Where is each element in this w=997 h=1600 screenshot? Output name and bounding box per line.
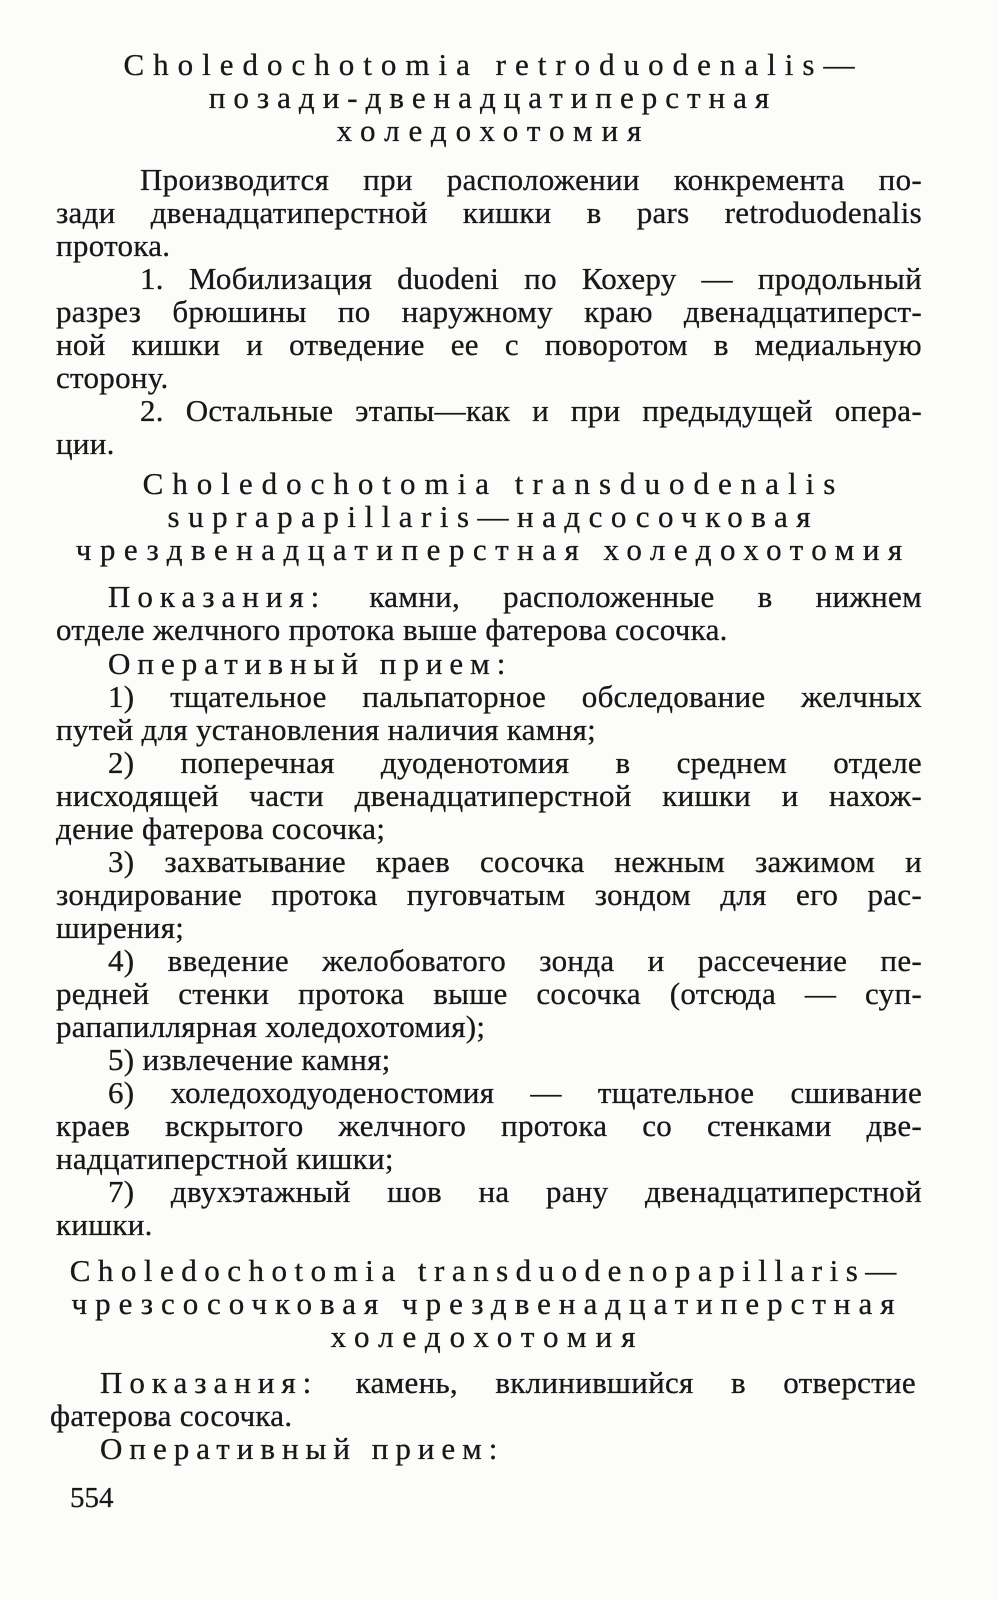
text-line: Производится при расположении конкремента по- xyxy=(140,162,922,197)
step-item xyxy=(56,262,922,394)
step-item xyxy=(56,1076,922,1175)
text-line: 6) холедоходуоденостомия — тщательное сшивание xyxy=(108,1075,922,1110)
heading-line: suprapapillaris—надсосочковая xyxy=(167,499,819,534)
section-heading xyxy=(56,48,922,147)
heading-line: холедохотомия xyxy=(336,113,651,148)
text-line: 3) захватывание краев сосочка нежным зажимом и xyxy=(108,844,922,879)
text-line: 5) извлечение камня; xyxy=(108,1042,391,1077)
text-line: ной кишки и отведение ее с поворотом в медиальную xyxy=(56,327,922,362)
heading-line: Choledochotomia retroduodenalis— xyxy=(123,47,864,82)
text-line xyxy=(56,580,922,613)
lead-word: Оперативный прием: xyxy=(108,646,513,681)
lead-word: Показания: xyxy=(100,1365,319,1400)
technique-paragraph xyxy=(56,647,922,680)
step-item xyxy=(56,944,922,1043)
text-line xyxy=(50,1432,916,1465)
text-line: фатерова сосочка. xyxy=(50,1398,293,1433)
text-line: путей для установления наличия камня; xyxy=(56,712,597,747)
text-span: камень, вклинившийся в отверстие xyxy=(355,1365,916,1400)
heading-line: чрездвенадцатиперстная холедохотомия xyxy=(75,532,911,567)
technique-paragraph xyxy=(50,1432,916,1465)
text-line: краев вскрытого желчного протока со стенками две- xyxy=(56,1108,922,1143)
text-line: 4) введение желобоватого зонда и рассечение пе- xyxy=(108,943,922,978)
text-line: нисходящей части двенадцатиперстной кишки и нахож- xyxy=(56,778,922,813)
paragraph xyxy=(56,163,922,262)
step-item xyxy=(56,1175,922,1241)
indications-paragraph xyxy=(50,1366,916,1432)
text-line: ции. xyxy=(56,426,115,461)
text-line xyxy=(56,647,922,680)
step-item xyxy=(56,680,922,746)
text-line: надцатиперстной кишки; xyxy=(56,1141,394,1176)
text-line: зади двенадцатиперстной кишки в pars retroduodenalis xyxy=(56,195,922,230)
text-line: 1. Мобилизация duodeni по Кохеру — продольный xyxy=(140,261,922,296)
heading-line: холедохотомия xyxy=(330,1319,645,1354)
text-line: кишки. xyxy=(56,1207,153,1242)
heading-line: чрезсосочковая чрездвенадцатиперстная xyxy=(71,1286,903,1321)
text-line: дение фатерова сосочка; xyxy=(56,811,386,846)
text-line: 7) двухэтажный шов на рану двенадцатиперстной xyxy=(108,1174,922,1209)
heading-line: Choledochotomia transduodenopapillaris— xyxy=(69,1253,904,1288)
text-line: 2) поперечная дуоденотомия в среднем отделе xyxy=(108,745,922,780)
text-line: ширения; xyxy=(56,910,185,945)
section-heading xyxy=(50,1254,916,1353)
section-heading xyxy=(56,467,922,566)
indications-paragraph xyxy=(56,580,922,646)
text-line: 2. Остальные этапы—как и при предыдущей опера- xyxy=(140,393,922,428)
heading-line: Choledochotomia transduodenalis xyxy=(142,466,845,501)
text-line: редней стенки протока выше сосочка (отсюда — суп- xyxy=(56,976,922,1011)
text-line: отделе желчного протока выше фатерова сосочка. xyxy=(56,612,728,647)
lead-word: Оперативный прием: xyxy=(100,1431,505,1466)
text-line: рапапиллярная холедохотомия); xyxy=(56,1009,486,1044)
text-line: зондирование протока пуговчатым зондом для его рас- xyxy=(56,877,922,912)
text-line: разрез брюшины по наружному краю двенадцатиперст- xyxy=(56,294,922,329)
text-line: сторону. xyxy=(56,360,169,395)
step-item xyxy=(56,394,922,460)
text-line xyxy=(50,1366,916,1399)
lead-word: Показания: xyxy=(108,579,327,614)
text-line: 1) тщательное пальпаторное обследование желчных xyxy=(108,679,922,714)
text-line: протока. xyxy=(56,228,171,263)
step-item xyxy=(56,845,922,944)
step-item xyxy=(56,746,922,845)
heading-line: позади-двенадцатиперстная xyxy=(208,80,778,115)
step-item xyxy=(56,1043,922,1076)
text-span: камни, расположенные в нижнем xyxy=(369,579,922,614)
page-number: 554 xyxy=(70,1482,114,1514)
